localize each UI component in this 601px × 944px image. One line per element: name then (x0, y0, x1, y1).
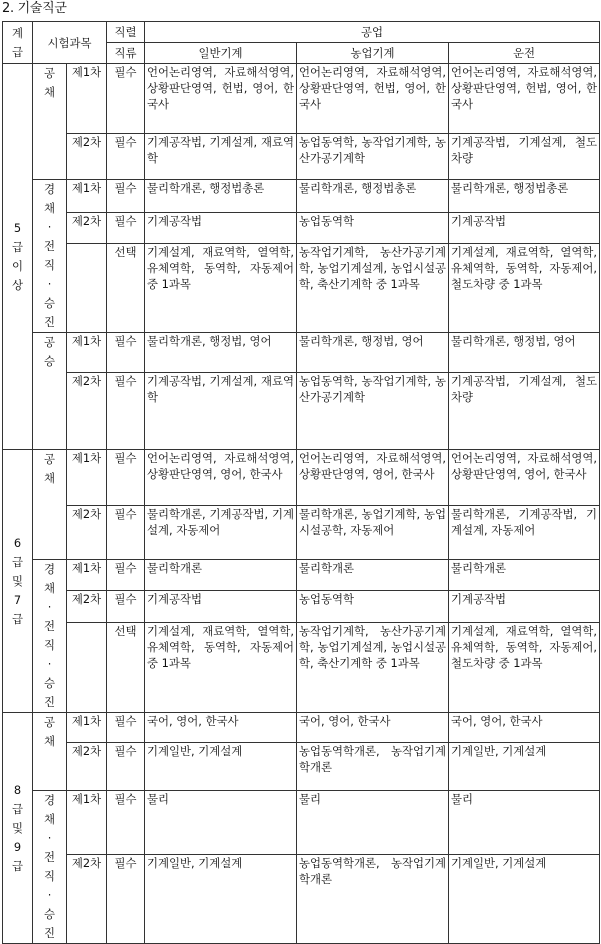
stage-cell: 제2차 (67, 134, 107, 180)
subject-cell: 물리학개론 (297, 560, 449, 591)
subject-cell: 물리학개론, 기계공작법, 기계설계, 자동제어 (145, 506, 297, 560)
column-header: 농업기계 (297, 43, 449, 64)
kind-cell: 필수 (107, 64, 145, 134)
subject-cell: 기계일반, 기계설계 (449, 743, 600, 791)
table-row (3, 213, 600, 244)
subject-cell: 농작업기계학, 농산가공기계학, 농업기계설계, 농업시설공학, 축산기계학 중 1과목 (297, 623, 449, 713)
kind-cell: 필수 (107, 560, 145, 591)
exam-subjects-header: 시험과목 (33, 22, 107, 64)
table-row (3, 333, 600, 373)
subject-cell: 농업동역학개론, 농작업기계학개론 (297, 743, 449, 791)
table-row (3, 855, 600, 944)
kind-cell: 필수 (107, 713, 145, 743)
table-row (3, 134, 600, 180)
table-row (3, 623, 600, 713)
stage-cell (67, 244, 107, 333)
subject-cell: 기계공작법 (449, 591, 600, 623)
subject-cell: 기계공작법 (449, 213, 600, 244)
subject-cell: 기계일반, 기계설계 (145, 855, 297, 944)
subject-cell: 국어, 영어, 한국사 (145, 713, 297, 743)
table-row (3, 64, 600, 134)
method-cell: 경채·전직·승진 (33, 560, 67, 713)
subject-cell: 언어논리영역, 자료해석영역, 상황판단영역, 헌법, 영어, 한국사 (145, 64, 297, 134)
grade-cell: 6급및7급 (3, 450, 33, 713)
table-row (3, 560, 600, 591)
kind-cell: 필수 (107, 591, 145, 623)
kind-cell: 선택 (107, 244, 145, 333)
stage-cell: 제2차 (67, 591, 107, 623)
stage-cell: 제1차 (67, 333, 107, 373)
subject-cell: 기계일반, 기계설계 (449, 855, 600, 944)
grade-cell: 8급및9급 (3, 713, 33, 944)
kind-cell: 필수 (107, 213, 145, 244)
kind-cell: 선택 (107, 623, 145, 713)
method-cell: 공승 (33, 333, 67, 450)
section-title: 2. 기술직군 (2, 1, 67, 16)
subject-cell: 농업동역학개론, 농작업기계학개론 (297, 855, 449, 944)
subject-cell: 기계설계, 재료역학, 열역학, 유체역학, 동역학, 자동제어, 철도차량 중 1과목 (449, 244, 600, 333)
stage-cell (67, 623, 107, 713)
kind-cell: 필수 (107, 855, 145, 944)
subject-cell: 기계설계, 재료역학, 열역학, 유체역학, 동역학, 자동제어 중 1과목 (145, 623, 297, 713)
public-work-header: 공업 (145, 22, 600, 43)
subject-cell: 언어논리영역, 자료해석영역, 상황판단영역, 영어, 한국사 (449, 450, 600, 506)
method-cell: 공채 (33, 64, 67, 180)
subject-cell: 물리학개론 (145, 560, 297, 591)
stage-cell: 제1차 (67, 180, 107, 213)
subject-cell: 기계공작법 (145, 591, 297, 623)
subject-cell: 물리학개론, 행정법, 영어 (297, 333, 449, 373)
subject-cell: 농업동역학, 농작업기계학, 농산가공기계학 (297, 134, 449, 180)
table-row (3, 180, 600, 213)
subject-cell: 농업동역학 (297, 591, 449, 623)
stage-cell: 제2차 (67, 855, 107, 944)
table-row (3, 791, 600, 855)
subject-cell: 기계공작법, 기계설계, 철도차량 (449, 134, 600, 180)
method-cell: 공채 (33, 713, 67, 791)
stage-cell: 제1차 (67, 450, 107, 506)
table-row (3, 743, 600, 791)
subject-cell: 물리 (297, 791, 449, 855)
subject-cell: 물리학개론, 기계공작법, 기계설계, 자동제어 (449, 506, 600, 560)
kind-cell: 필수 (107, 373, 145, 450)
subject-cell: 물리학개론, 농업기계학, 농업시설공학, 자동제어 (297, 506, 449, 560)
subject-cell: 기계공작법, 기계설계, 재료역학 (145, 134, 297, 180)
subject-cell: 언어논리영역, 자료해석영역, 상황판단영역, 헌법, 영어, 한국사 (297, 64, 449, 134)
field-header: 직류 (107, 43, 145, 64)
kind-cell: 필수 (107, 450, 145, 506)
subject-cell: 물리학개론, 행정법총론 (145, 180, 297, 213)
subject-cell: 물리학개론 (449, 560, 600, 591)
stage-cell: 제2차 (67, 373, 107, 450)
series-header: 직렬 (107, 22, 145, 43)
subject-cell: 물리학개론, 행정법총론 (449, 180, 600, 213)
grade-header: 계급 (3, 22, 33, 64)
subject-cell: 국어, 영어, 한국사 (449, 713, 600, 743)
method-cell: 공채 (33, 450, 67, 560)
stage-cell: 제2차 (67, 743, 107, 791)
subject-cell: 기계공작법, 기계설계, 재료역학 (145, 373, 297, 450)
subject-cell: 물리학개론, 행정법총론 (297, 180, 449, 213)
kind-cell: 필수 (107, 333, 145, 373)
kind-cell: 필수 (107, 180, 145, 213)
exam-subject-table (2, 21, 600, 944)
table-row (3, 244, 600, 333)
subject-cell: 물리학개론, 행정법, 영어 (449, 333, 600, 373)
table-row (3, 713, 600, 743)
stage-cell: 제1차 (67, 713, 107, 743)
subject-cell: 농업동역학 (297, 213, 449, 244)
subject-cell: 농작업기계학, 농산가공기계학, 농업기계설계, 농업시설공학, 축산기계학 중 1과목 (297, 244, 449, 333)
column-header: 일반기계 (145, 43, 297, 64)
subject-cell: 국어, 영어, 한국사 (297, 713, 449, 743)
stage-cell: 제2차 (67, 506, 107, 560)
subject-cell: 기계설계, 재료역학, 열역학, 유체역학, 동역학, 자동제어, 철도차량 중 1과목 (449, 623, 600, 713)
table-row (3, 506, 600, 560)
stage-cell: 제1차 (67, 791, 107, 855)
subject-cell: 물리 (449, 791, 600, 855)
table-row (3, 373, 600, 450)
subject-cell: 언어논리영역, 자료해석영역, 상황판단영역, 헌법, 영어, 한국사 (449, 64, 600, 134)
stage-cell: 제1차 (67, 560, 107, 591)
kind-cell: 필수 (107, 134, 145, 180)
kind-cell: 필수 (107, 743, 145, 791)
method-cell: 경채·전직·승진 (33, 791, 67, 944)
grade-cell: 5급이상 (3, 64, 33, 450)
subject-cell: 기계공작법, 기계설계, 철도차량 (449, 373, 600, 450)
subject-cell: 물리학개론, 행정법, 영어 (145, 333, 297, 373)
kind-cell: 필수 (107, 791, 145, 855)
subject-cell: 언어논리영역, 자료해석영역, 상황판단영역, 영어, 한국사 (297, 450, 449, 506)
subject-cell: 기계설계, 재료역학, 열역학, 유체역학, 동역학, 자동제어 중 1과목 (145, 244, 297, 333)
stage-cell: 제1차 (67, 64, 107, 134)
subject-cell: 기계공작법 (145, 213, 297, 244)
subject-cell: 농업동역학, 농작업기계학, 농산가공기계학 (297, 373, 449, 450)
table-row (3, 591, 600, 623)
table-row (3, 450, 600, 506)
subject-cell: 기계일반, 기계설계 (145, 743, 297, 791)
stage-cell: 제2차 (67, 213, 107, 244)
method-cell: 경채·전직·승진 (33, 180, 67, 333)
column-header: 운전 (449, 43, 600, 64)
subject-cell: 물리 (145, 791, 297, 855)
subject-cell: 언어논리영역, 자료해석영역, 상황판단영역, 영어, 한국사 (145, 450, 297, 506)
kind-cell: 필수 (107, 506, 145, 560)
